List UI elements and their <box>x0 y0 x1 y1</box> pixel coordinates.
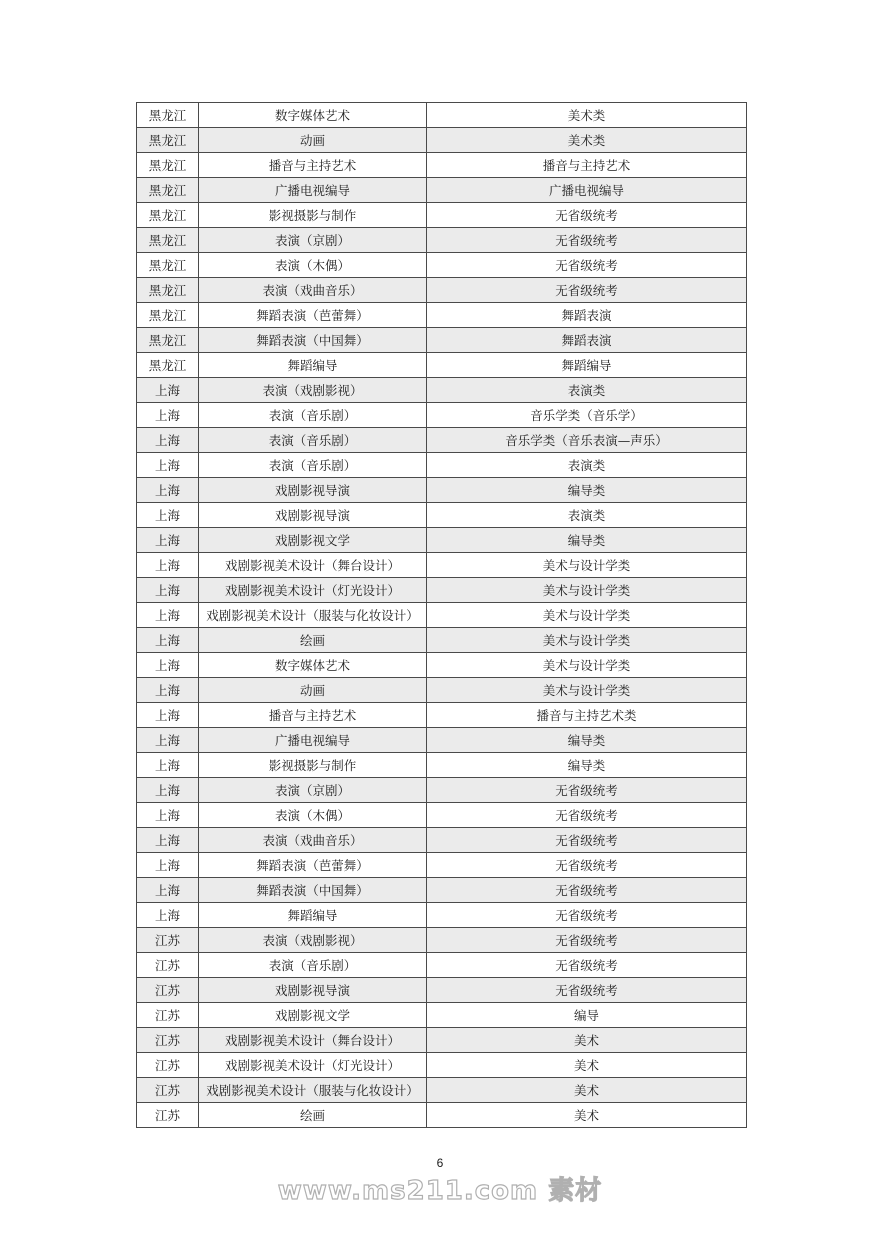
table-row <box>137 1078 747 1103</box>
province-cell: 江苏 <box>137 1103 199 1128</box>
major-cell: 戏剧影视美术设计（服装与化妆设计） <box>199 1078 427 1103</box>
exam-category-cell: 表演类 <box>427 503 747 528</box>
exam-category-cell: 美术 <box>427 1053 747 1078</box>
table-row <box>137 478 747 503</box>
major-cell: 绘画 <box>199 628 427 653</box>
major-cell: 绘画 <box>199 1103 427 1128</box>
exam-category-cell: 美术与设计学类 <box>427 603 747 628</box>
exam-category-cell: 舞蹈表演 <box>427 328 747 353</box>
table-row <box>137 353 747 378</box>
province-cell: 上海 <box>137 828 199 853</box>
major-cell: 戏剧影视导演 <box>199 478 427 503</box>
major-cell: 影视摄影与制作 <box>199 753 427 778</box>
province-cell: 上海 <box>137 503 199 528</box>
exam-category-cell: 美术 <box>427 1028 747 1053</box>
province-cell: 江苏 <box>137 1003 199 1028</box>
major-cell: 表演（戏剧影视） <box>199 928 427 953</box>
major-cell: 表演（音乐剧） <box>199 453 427 478</box>
table-row <box>137 853 747 878</box>
major-cell: 表演（京剧） <box>199 228 427 253</box>
major-cell: 戏剧影视文学 <box>199 1003 427 1028</box>
exam-category-cell: 美术类 <box>427 103 747 128</box>
province-cell: 上海 <box>137 653 199 678</box>
table-row <box>137 528 747 553</box>
major-cell: 戏剧影视美术设计（舞台设计） <box>199 1028 427 1053</box>
major-cell: 数字媒体艺术 <box>199 103 427 128</box>
table-row <box>137 553 747 578</box>
exam-category-cell: 播音与主持艺术 <box>427 153 747 178</box>
province-cell: 上海 <box>137 853 199 878</box>
province-cell: 黑龙江 <box>137 128 199 153</box>
watermark: www.ms211.com 素材 <box>277 1176 603 1206</box>
major-cell: 表演（戏剧影视） <box>199 378 427 403</box>
table-row <box>137 303 747 328</box>
exam-category-cell: 表演类 <box>427 453 747 478</box>
major-cell: 广播电视编导 <box>199 178 427 203</box>
exam-category-cell: 美术类 <box>427 128 747 153</box>
major-cell: 广播电视编导 <box>199 728 427 753</box>
major-cell: 表演（戏曲音乐） <box>199 828 427 853</box>
table-row <box>137 453 747 478</box>
enrollment-table <box>136 102 747 1128</box>
province-cell: 上海 <box>137 478 199 503</box>
exam-category-cell: 无省级统考 <box>427 828 747 853</box>
province-cell: 上海 <box>137 778 199 803</box>
major-cell: 戏剧影视文学 <box>199 528 427 553</box>
major-cell: 戏剧影视美术设计（灯光设计） <box>199 578 427 603</box>
province-cell: 江苏 <box>137 1078 199 1103</box>
major-cell: 表演（木偶） <box>199 803 427 828</box>
province-cell: 上海 <box>137 378 199 403</box>
exam-category-cell: 美术与设计学类 <box>427 578 747 603</box>
exam-category-cell: 编导 <box>427 1003 747 1028</box>
province-cell: 上海 <box>137 753 199 778</box>
table-row <box>137 828 747 853</box>
table-row <box>137 678 747 703</box>
province-cell: 江苏 <box>137 953 199 978</box>
province-cell: 黑龙江 <box>137 253 199 278</box>
province-cell: 黑龙江 <box>137 353 199 378</box>
province-cell: 黑龙江 <box>137 103 199 128</box>
province-cell: 上海 <box>137 728 199 753</box>
exam-category-cell: 舞蹈表演 <box>427 303 747 328</box>
exam-category-cell: 无省级统考 <box>427 853 747 878</box>
exam-category-cell: 无省级统考 <box>427 878 747 903</box>
table-row <box>137 578 747 603</box>
province-cell: 黑龙江 <box>137 228 199 253</box>
table-row <box>137 878 747 903</box>
exam-category-cell: 无省级统考 <box>427 978 747 1003</box>
province-cell: 上海 <box>137 878 199 903</box>
province-cell: 上海 <box>137 428 199 453</box>
exam-category-cell: 美术与设计学类 <box>427 678 747 703</box>
table-row <box>137 653 747 678</box>
major-cell: 表演（音乐剧） <box>199 953 427 978</box>
exam-category-cell: 表演类 <box>427 378 747 403</box>
table-row <box>137 628 747 653</box>
exam-category-cell: 无省级统考 <box>427 953 747 978</box>
table-row <box>137 178 747 203</box>
exam-category-cell: 编导类 <box>427 478 747 503</box>
table-row <box>137 703 747 728</box>
table-row <box>137 228 747 253</box>
major-cell: 动画 <box>199 128 427 153</box>
page-number: 6 <box>436 1156 444 1170</box>
major-cell: 戏剧影视导演 <box>199 503 427 528</box>
province-cell: 黑龙江 <box>137 303 199 328</box>
exam-category-cell: 编导类 <box>427 728 747 753</box>
exam-category-cell: 编导类 <box>427 528 747 553</box>
province-cell: 黑龙江 <box>137 153 199 178</box>
exam-category-cell: 音乐学类（音乐表演—声乐） <box>427 428 747 453</box>
province-cell: 黑龙江 <box>137 278 199 303</box>
major-cell: 动画 <box>199 678 427 703</box>
table-row <box>137 903 747 928</box>
table-row <box>137 1053 747 1078</box>
major-cell: 舞蹈编导 <box>199 353 427 378</box>
major-cell: 影视摄影与制作 <box>199 203 427 228</box>
province-cell: 江苏 <box>137 1053 199 1078</box>
province-cell: 上海 <box>137 803 199 828</box>
exam-category-cell: 美术与设计学类 <box>427 628 747 653</box>
exam-category-cell: 无省级统考 <box>427 253 747 278</box>
table-row <box>137 928 747 953</box>
province-cell: 江苏 <box>137 928 199 953</box>
table-row <box>137 803 747 828</box>
province-cell: 黑龙江 <box>137 203 199 228</box>
major-cell: 数字媒体艺术 <box>199 653 427 678</box>
table-body <box>137 103 747 1128</box>
table-row <box>137 203 747 228</box>
major-cell: 舞蹈编导 <box>199 903 427 928</box>
table-row <box>137 778 747 803</box>
table-row <box>137 978 747 1003</box>
major-cell: 戏剧影视导演 <box>199 978 427 1003</box>
table-row <box>137 403 747 428</box>
province-cell: 上海 <box>137 603 199 628</box>
exam-category-cell: 音乐学类（音乐学） <box>427 403 747 428</box>
table-row <box>137 753 747 778</box>
exam-category-cell: 无省级统考 <box>427 903 747 928</box>
province-cell: 上海 <box>137 903 199 928</box>
province-cell: 江苏 <box>137 978 199 1003</box>
exam-category-cell: 美术 <box>427 1103 747 1128</box>
major-cell: 播音与主持艺术 <box>199 153 427 178</box>
exam-category-cell: 播音与主持艺术类 <box>427 703 747 728</box>
exam-category-cell: 无省级统考 <box>427 228 747 253</box>
major-cell: 表演（音乐剧） <box>199 403 427 428</box>
major-cell: 戏剧影视美术设计（舞台设计） <box>199 553 427 578</box>
province-cell: 上海 <box>137 578 199 603</box>
exam-category-cell: 舞蹈编导 <box>427 353 747 378</box>
table-row <box>137 128 747 153</box>
province-cell: 黑龙江 <box>137 328 199 353</box>
table-row <box>137 253 747 278</box>
exam-category-cell: 广播电视编导 <box>427 178 747 203</box>
exam-category-cell: 美术与设计学类 <box>427 653 747 678</box>
major-cell: 舞蹈表演（中国舞） <box>199 878 427 903</box>
exam-category-cell: 美术与设计学类 <box>427 553 747 578</box>
major-cell: 舞蹈表演（芭蕾舞） <box>199 853 427 878</box>
table-row <box>137 328 747 353</box>
table-row <box>137 728 747 753</box>
province-cell: 上海 <box>137 528 199 553</box>
exam-category-cell: 无省级统考 <box>427 278 747 303</box>
table-row <box>137 153 747 178</box>
table-row <box>137 603 747 628</box>
major-cell: 舞蹈表演（芭蕾舞） <box>199 303 427 328</box>
major-cell: 播音与主持艺术 <box>199 703 427 728</box>
major-cell: 表演（音乐剧） <box>199 428 427 453</box>
table-row <box>137 1003 747 1028</box>
province-cell: 黑龙江 <box>137 178 199 203</box>
major-cell: 表演（木偶） <box>199 253 427 278</box>
major-cell: 戏剧影视美术设计（灯光设计） <box>199 1053 427 1078</box>
table-row <box>137 953 747 978</box>
province-cell: 上海 <box>137 628 199 653</box>
table-row <box>137 503 747 528</box>
province-cell: 上海 <box>137 453 199 478</box>
province-cell: 上海 <box>137 553 199 578</box>
exam-category-cell: 无省级统考 <box>427 803 747 828</box>
table-row <box>137 1028 747 1053</box>
exam-category-cell: 无省级统考 <box>427 203 747 228</box>
exam-category-cell: 编导类 <box>427 753 747 778</box>
table-row <box>137 378 747 403</box>
province-cell: 上海 <box>137 678 199 703</box>
table-row <box>137 278 747 303</box>
exam-category-cell: 美术 <box>427 1078 747 1103</box>
major-cell: 表演（京剧） <box>199 778 427 803</box>
table-row <box>137 428 747 453</box>
exam-category-cell: 无省级统考 <box>427 928 747 953</box>
province-cell: 上海 <box>137 403 199 428</box>
table-row <box>137 103 747 128</box>
province-cell: 上海 <box>137 703 199 728</box>
major-cell: 戏剧影视美术设计（服装与化妆设计） <box>199 603 427 628</box>
exam-category-cell: 无省级统考 <box>427 778 747 803</box>
major-cell: 舞蹈表演（中国舞） <box>199 328 427 353</box>
province-cell: 江苏 <box>137 1028 199 1053</box>
table-row <box>137 1103 747 1128</box>
major-cell: 表演（戏曲音乐） <box>199 278 427 303</box>
